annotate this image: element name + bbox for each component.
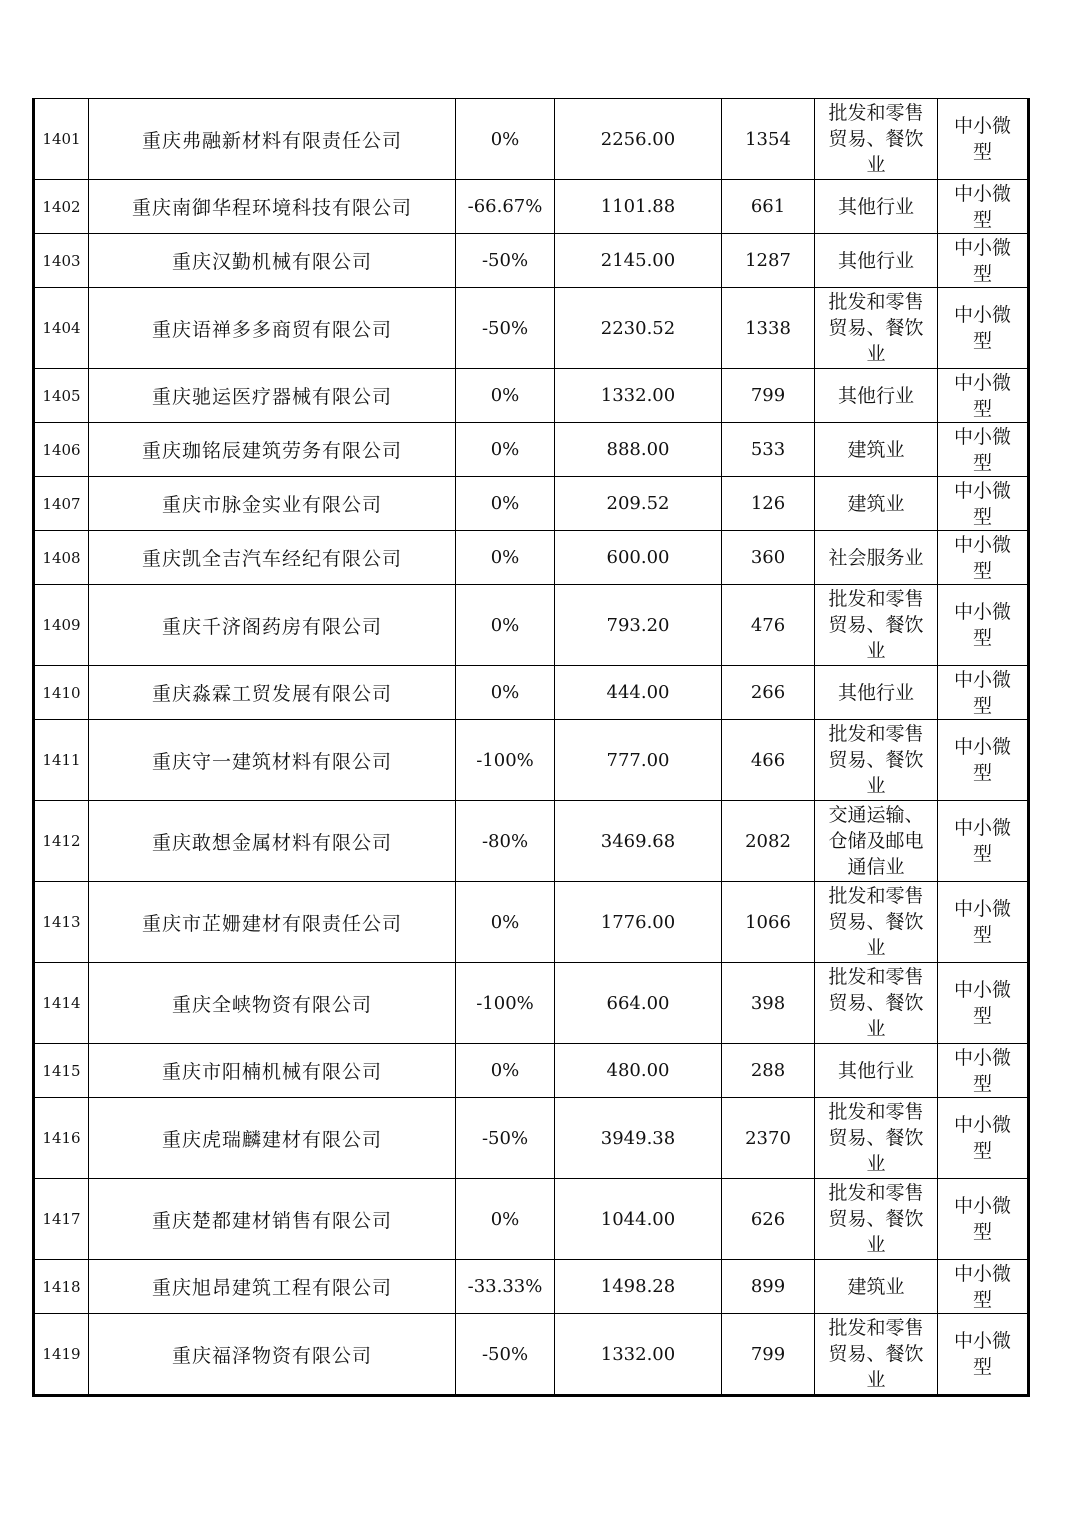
table-row bbox=[34, 477, 1029, 531]
enterprise-type-line: 中小微 bbox=[953, 898, 1011, 920]
table-row bbox=[34, 963, 1029, 1044]
row-number: 1419 bbox=[34, 1314, 89, 1396]
industry bbox=[815, 423, 938, 477]
company-name: 重庆虎瑞麟建材有限公司 bbox=[89, 1098, 456, 1179]
industry bbox=[815, 99, 938, 180]
industry bbox=[815, 531, 938, 585]
row-number: 1416 bbox=[34, 1098, 89, 1179]
count-value: 126 bbox=[722, 477, 815, 531]
industry bbox=[815, 1098, 938, 1179]
industry-line: 批发和零售 bbox=[828, 1101, 924, 1123]
count-value: 476 bbox=[722, 585, 815, 666]
count-value: 466 bbox=[722, 720, 815, 801]
industry-line: 批发和零售 bbox=[828, 966, 924, 988]
table-row bbox=[34, 531, 1029, 585]
count-value: 2370 bbox=[722, 1098, 815, 1179]
change-rate: -100% bbox=[456, 720, 555, 801]
industry-line: 业 bbox=[866, 1234, 886, 1256]
enterprise-type bbox=[938, 963, 1029, 1044]
amount-value: 444.00 bbox=[555, 666, 722, 720]
count-value: 1338 bbox=[722, 288, 815, 369]
row-number: 1417 bbox=[34, 1179, 89, 1260]
table-row bbox=[34, 288, 1029, 369]
enterprise-type-line: 型 bbox=[972, 330, 992, 352]
enterprise-type-line: 中小微 bbox=[953, 182, 1011, 205]
company-name: 重庆福泽物资有限公司 bbox=[89, 1314, 456, 1396]
enterprise-type bbox=[938, 585, 1029, 666]
enterprise-type bbox=[938, 882, 1029, 963]
table-row bbox=[34, 1044, 1029, 1098]
enterprise-type bbox=[938, 369, 1029, 423]
industry-line: 贸易、餐饮 bbox=[828, 1343, 924, 1365]
industry bbox=[815, 1260, 938, 1314]
enterprise-type bbox=[938, 180, 1029, 234]
industry bbox=[815, 963, 938, 1044]
count-value: 398 bbox=[722, 963, 815, 1044]
count-value: 1354 bbox=[722, 99, 815, 180]
enterprise-type bbox=[938, 423, 1029, 477]
amount-value: 2145.00 bbox=[555, 234, 722, 288]
industry-line: 通信业 bbox=[847, 856, 905, 878]
industry bbox=[815, 234, 938, 288]
count-value: 799 bbox=[722, 369, 815, 423]
enterprise-type-line: 型 bbox=[972, 141, 992, 163]
company-name: 重庆守一建筑材料有限公司 bbox=[89, 720, 456, 801]
row-number: 1402 bbox=[34, 180, 89, 234]
enterprise-type-line: 中小微 bbox=[953, 979, 1011, 1001]
industry-line: 业 bbox=[866, 1153, 886, 1175]
amount-value: 600.00 bbox=[555, 531, 722, 585]
enterprise-type bbox=[938, 1260, 1029, 1314]
row-number: 1405 bbox=[34, 369, 89, 423]
industry-line: 业 bbox=[866, 1018, 886, 1040]
enterprise-type-line: 型 bbox=[972, 694, 992, 717]
table-body bbox=[34, 99, 1029, 1396]
table-row bbox=[34, 180, 1029, 234]
industry-line: 贸易、餐饮 bbox=[828, 1127, 924, 1149]
table-row bbox=[34, 720, 1029, 801]
enterprise-type bbox=[938, 801, 1029, 882]
amount-value: 888.00 bbox=[555, 423, 722, 477]
amount-value: 2256.00 bbox=[555, 99, 722, 180]
industry-line: 批发和零售 bbox=[828, 885, 924, 907]
industry-line: 批发和零售 bbox=[828, 588, 924, 610]
amount-value: 1332.00 bbox=[555, 369, 722, 423]
change-rate: -100% bbox=[456, 963, 555, 1044]
table-row bbox=[34, 369, 1029, 423]
enterprise-type bbox=[938, 1314, 1029, 1396]
change-rate: -80% bbox=[456, 801, 555, 882]
industry-line: 仓储及邮电 bbox=[828, 830, 924, 852]
amount-value: 793.20 bbox=[555, 585, 722, 666]
table-row bbox=[34, 666, 1029, 720]
count-value: 1287 bbox=[722, 234, 815, 288]
count-value: 626 bbox=[722, 1179, 815, 1260]
enterprise-type-line: 中小微 bbox=[953, 479, 1011, 502]
change-rate: 0% bbox=[456, 585, 555, 666]
industry bbox=[815, 180, 938, 234]
industry bbox=[815, 369, 938, 423]
enterprise-type-line: 中小微 bbox=[953, 601, 1011, 623]
enterprise-type-line: 型 bbox=[972, 1288, 992, 1311]
row-number: 1415 bbox=[34, 1044, 89, 1098]
enterprise-type bbox=[938, 234, 1029, 288]
row-number: 1406 bbox=[34, 423, 89, 477]
enterprise-type-line: 型 bbox=[972, 843, 992, 865]
row-number: 1413 bbox=[34, 882, 89, 963]
enterprise-type bbox=[938, 1179, 1029, 1260]
company-name: 重庆全峡物资有限公司 bbox=[89, 963, 456, 1044]
company-name: 重庆南御华程环境科技有限公司 bbox=[89, 180, 456, 234]
industry bbox=[815, 720, 938, 801]
table-row bbox=[34, 99, 1029, 180]
enterprise-type-line: 中小微 bbox=[953, 1114, 1011, 1136]
enterprise-type-line: 型 bbox=[972, 559, 992, 582]
enterprise-type-line: 中小微 bbox=[953, 304, 1011, 326]
enterprise-type-line: 中小微 bbox=[953, 236, 1011, 259]
industry-line: 其他行业 bbox=[837, 681, 914, 704]
enterprise-type-line: 型 bbox=[972, 924, 992, 946]
amount-value: 1044.00 bbox=[555, 1179, 722, 1260]
enterprise-type-line: 中小微 bbox=[953, 1195, 1011, 1217]
change-rate: 0% bbox=[456, 1044, 555, 1098]
enterprise-type bbox=[938, 477, 1029, 531]
industry-line: 业 bbox=[866, 154, 886, 176]
company-name: 重庆楚都建材销售有限公司 bbox=[89, 1179, 456, 1260]
amount-value: 777.00 bbox=[555, 720, 722, 801]
enterprise-type-line: 型 bbox=[972, 1221, 992, 1243]
change-rate: -66.67% bbox=[456, 180, 555, 234]
company-name: 重庆珈铭辰建筑劳务有限公司 bbox=[89, 423, 456, 477]
change-rate: 0% bbox=[456, 666, 555, 720]
company-name: 重庆市脉金实业有限公司 bbox=[89, 477, 456, 531]
industry-line: 贸易、餐饮 bbox=[828, 992, 924, 1014]
enterprise-type-line: 中小微 bbox=[953, 115, 1011, 137]
enterprise-type-line: 型 bbox=[972, 397, 992, 420]
company-table bbox=[32, 98, 1030, 1397]
company-name: 重庆市芷姗建材有限责任公司 bbox=[89, 882, 456, 963]
enterprise-type bbox=[938, 288, 1029, 369]
company-name: 重庆弗融新材料有限责任公司 bbox=[89, 99, 456, 180]
enterprise-type-line: 型 bbox=[972, 208, 992, 231]
company-name: 重庆旭昂建筑工程有限公司 bbox=[89, 1260, 456, 1314]
industry bbox=[815, 1314, 938, 1396]
table-row bbox=[34, 585, 1029, 666]
change-rate: 0% bbox=[456, 1179, 555, 1260]
amount-value: 209.52 bbox=[555, 477, 722, 531]
row-number: 1404 bbox=[34, 288, 89, 369]
count-value: 799 bbox=[722, 1314, 815, 1396]
company-name: 重庆市阳楠机械有限公司 bbox=[89, 1044, 456, 1098]
enterprise-type-line: 中小微 bbox=[953, 1330, 1011, 1352]
industry-line: 批发和零售 bbox=[828, 102, 924, 124]
change-rate: -33.33% bbox=[456, 1260, 555, 1314]
industry-line: 社会服务业 bbox=[828, 546, 924, 569]
industry bbox=[815, 585, 938, 666]
company-name: 重庆敢想金属材料有限公司 bbox=[89, 801, 456, 882]
table-row bbox=[34, 1179, 1029, 1260]
company-name: 重庆淼霖工贸发展有限公司 bbox=[89, 666, 456, 720]
enterprise-type-line: 中小微 bbox=[953, 817, 1011, 839]
industry-line: 其他行业 bbox=[837, 249, 914, 272]
enterprise-type bbox=[938, 1098, 1029, 1179]
count-value: 266 bbox=[722, 666, 815, 720]
row-number: 1407 bbox=[34, 477, 89, 531]
industry-line: 其他行业 bbox=[837, 384, 914, 407]
row-number: 1410 bbox=[34, 666, 89, 720]
industry bbox=[815, 288, 938, 369]
table-row bbox=[34, 423, 1029, 477]
table-row bbox=[34, 1098, 1029, 1179]
enterprise-type-line: 型 bbox=[972, 762, 992, 784]
table-row bbox=[34, 234, 1029, 288]
enterprise-type-line: 型 bbox=[972, 262, 992, 285]
enterprise-type-line: 型 bbox=[972, 1005, 992, 1027]
amount-value: 3949.38 bbox=[555, 1098, 722, 1179]
change-rate: -50% bbox=[456, 234, 555, 288]
table-row bbox=[34, 1314, 1029, 1396]
change-rate: -50% bbox=[456, 1098, 555, 1179]
count-value: 533 bbox=[722, 423, 815, 477]
industry-line: 建筑业 bbox=[847, 1275, 905, 1298]
industry bbox=[815, 1044, 938, 1098]
table-row bbox=[34, 1260, 1029, 1314]
industry-line: 贸易、餐饮 bbox=[828, 317, 924, 339]
enterprise-type-line: 中小微 bbox=[953, 736, 1011, 758]
amount-value: 480.00 bbox=[555, 1044, 722, 1098]
company-name: 重庆凯全吉汽车经纪有限公司 bbox=[89, 531, 456, 585]
industry bbox=[815, 801, 938, 882]
industry-line: 贸易、餐饮 bbox=[828, 749, 924, 771]
amount-value: 1498.28 bbox=[555, 1260, 722, 1314]
enterprise-type bbox=[938, 666, 1029, 720]
company-name: 重庆语禅多多商贸有限公司 bbox=[89, 288, 456, 369]
industry-line: 其他行业 bbox=[837, 195, 914, 218]
company-name: 重庆千济阁药房有限公司 bbox=[89, 585, 456, 666]
industry-line: 业 bbox=[866, 937, 886, 959]
industry bbox=[815, 1179, 938, 1260]
industry-line: 贸易、餐饮 bbox=[828, 911, 924, 933]
enterprise-type-line: 型 bbox=[972, 1356, 992, 1378]
amount-value: 1776.00 bbox=[555, 882, 722, 963]
industry-line: 业 bbox=[866, 640, 886, 662]
row-number: 1409 bbox=[34, 585, 89, 666]
amount-value: 2230.52 bbox=[555, 288, 722, 369]
change-rate: -50% bbox=[456, 1314, 555, 1396]
count-value: 1066 bbox=[722, 882, 815, 963]
enterprise-type-line: 中小微 bbox=[953, 371, 1011, 394]
industry bbox=[815, 882, 938, 963]
enterprise-type-line: 中小微 bbox=[953, 668, 1011, 691]
enterprise-type-line: 中小微 bbox=[953, 1046, 1011, 1069]
change-rate: 0% bbox=[456, 423, 555, 477]
row-number: 1401 bbox=[34, 99, 89, 180]
enterprise-type bbox=[938, 99, 1029, 180]
change-rate: 0% bbox=[456, 369, 555, 423]
industry-line: 业 bbox=[866, 775, 886, 797]
change-rate: -50% bbox=[456, 288, 555, 369]
industry-line: 贸易、餐饮 bbox=[828, 128, 924, 150]
industry-line: 业 bbox=[866, 343, 886, 365]
enterprise-type-line: 中小微 bbox=[953, 425, 1011, 448]
industry-line: 批发和零售 bbox=[828, 1317, 924, 1339]
change-rate: 0% bbox=[456, 99, 555, 180]
industry-line: 交通运输、 bbox=[828, 804, 924, 826]
change-rate: 0% bbox=[456, 882, 555, 963]
row-number: 1403 bbox=[34, 234, 89, 288]
count-value: 899 bbox=[722, 1260, 815, 1314]
industry bbox=[815, 477, 938, 531]
row-number: 1411 bbox=[34, 720, 89, 801]
enterprise-type bbox=[938, 720, 1029, 801]
amount-value: 1101.88 bbox=[555, 180, 722, 234]
row-number: 1414 bbox=[34, 963, 89, 1044]
company-name: 重庆驰运医疗器械有限公司 bbox=[89, 369, 456, 423]
enterprise-type bbox=[938, 1044, 1029, 1098]
enterprise-type-line: 中小微 bbox=[953, 1262, 1011, 1285]
change-rate: 0% bbox=[456, 477, 555, 531]
row-number: 1408 bbox=[34, 531, 89, 585]
company-name: 重庆汉勤机械有限公司 bbox=[89, 234, 456, 288]
table-row bbox=[34, 801, 1029, 882]
count-value: 661 bbox=[722, 180, 815, 234]
industry-line: 建筑业 bbox=[847, 438, 905, 461]
amount-value: 1332.00 bbox=[555, 1314, 722, 1396]
enterprise-type-line: 中小微 bbox=[953, 533, 1011, 556]
enterprise-type-line: 型 bbox=[972, 627, 992, 649]
enterprise-type-line: 型 bbox=[972, 505, 992, 528]
table-row bbox=[34, 882, 1029, 963]
count-value: 360 bbox=[722, 531, 815, 585]
amount-value: 664.00 bbox=[555, 963, 722, 1044]
count-value: 2082 bbox=[722, 801, 815, 882]
row-number: 1418 bbox=[34, 1260, 89, 1314]
enterprise-type-line: 型 bbox=[972, 1072, 992, 1095]
amount-value: 3469.68 bbox=[555, 801, 722, 882]
row-number: 1412 bbox=[34, 801, 89, 882]
industry-line: 建筑业 bbox=[847, 492, 905, 515]
industry-line: 贸易、餐饮 bbox=[828, 614, 924, 636]
industry-line: 贸易、餐饮 bbox=[828, 1208, 924, 1230]
industry-line: 批发和零售 bbox=[828, 1182, 924, 1204]
industry bbox=[815, 666, 938, 720]
industry-line: 批发和零售 bbox=[828, 723, 924, 745]
industry-line: 其他行业 bbox=[837, 1059, 914, 1082]
enterprise-type bbox=[938, 531, 1029, 585]
industry-line: 业 bbox=[866, 1369, 886, 1391]
industry-line: 批发和零售 bbox=[828, 291, 924, 313]
count-value: 288 bbox=[722, 1044, 815, 1098]
enterprise-type-line: 型 bbox=[972, 451, 992, 474]
enterprise-type-line: 型 bbox=[972, 1140, 992, 1162]
change-rate: 0% bbox=[456, 531, 555, 585]
